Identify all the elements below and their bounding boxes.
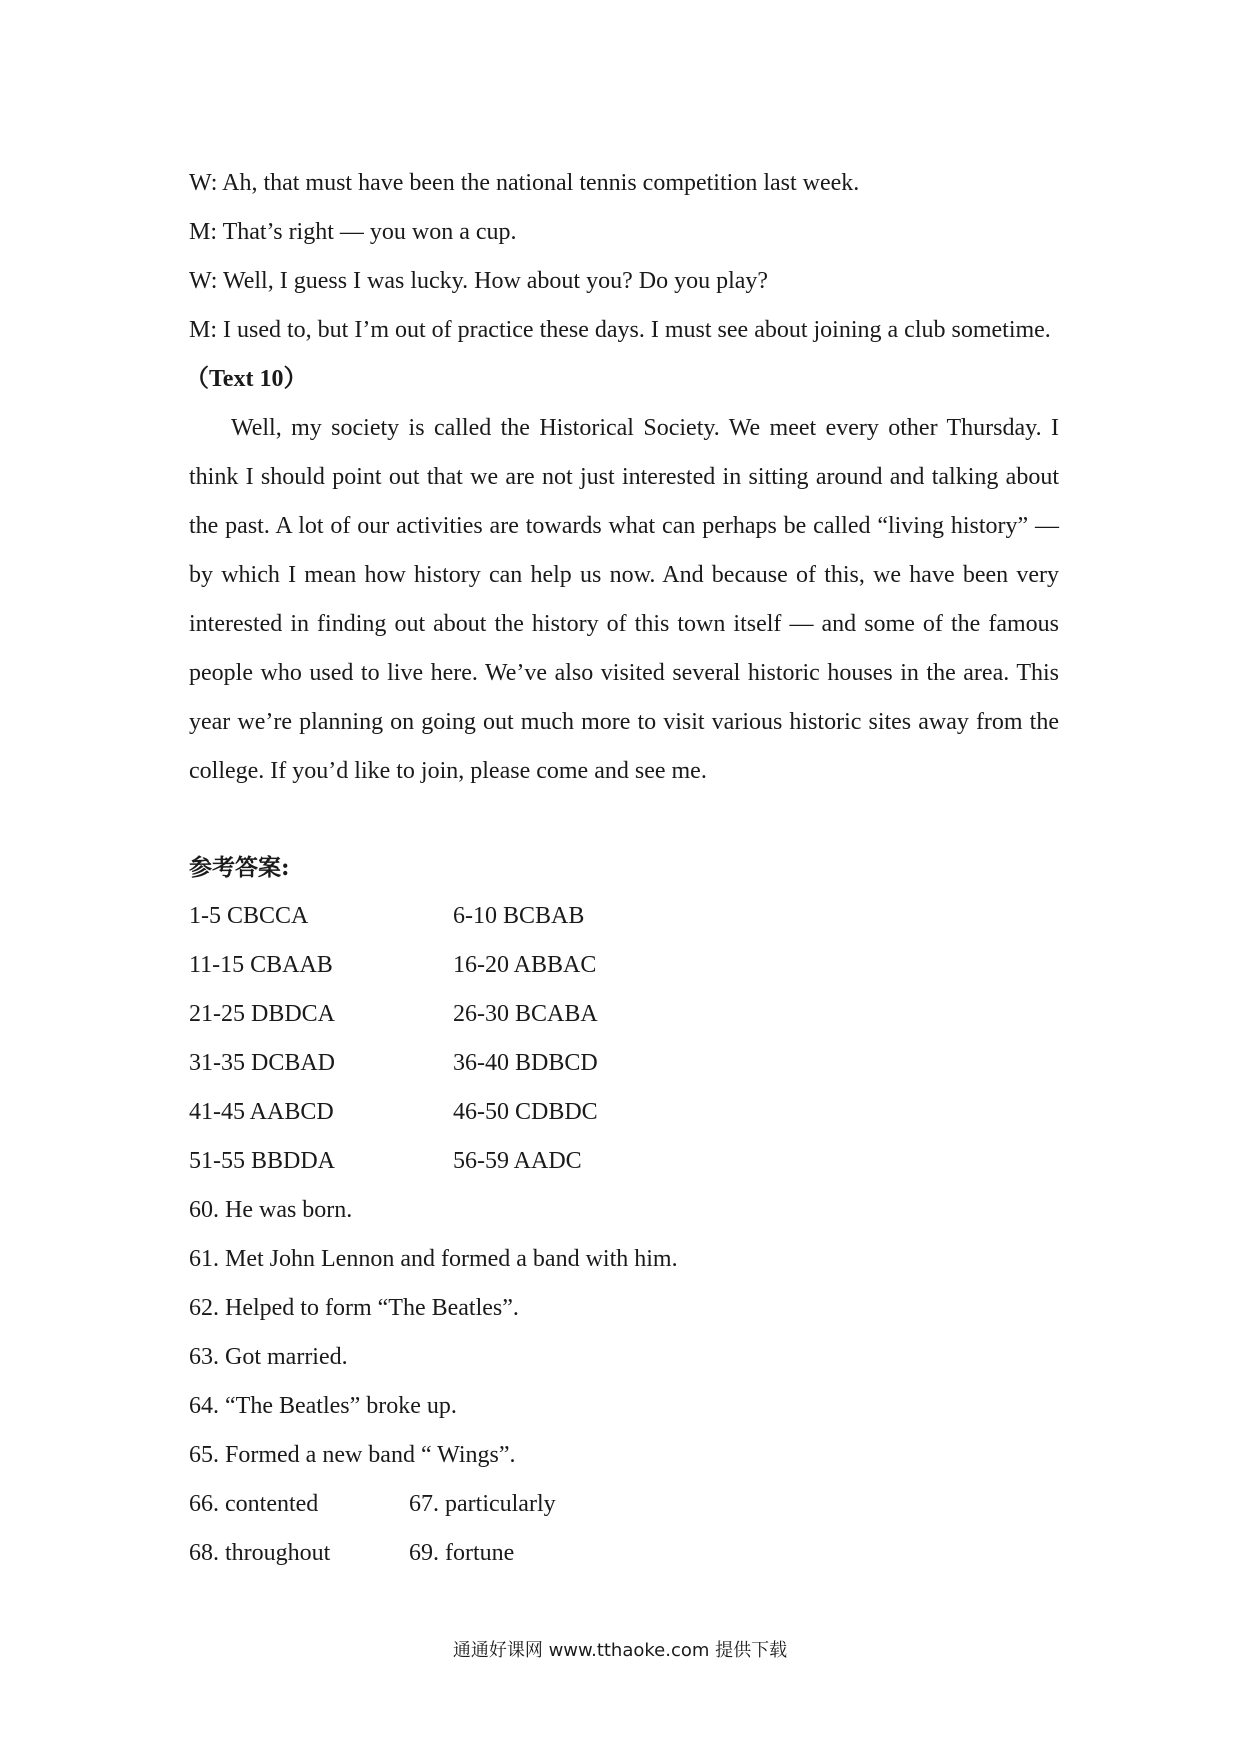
answer-row bbox=[189, 1088, 1059, 1137]
multiple-choice-answers bbox=[189, 892, 1059, 1186]
word-answer-row bbox=[189, 1480, 1059, 1529]
word-answer: 67. particularly bbox=[409, 1491, 556, 1517]
timeline-answer: 61. Met John Lennon and formed a band with him. bbox=[189, 1246, 678, 1272]
answer-cell: 1-5 CBCCA bbox=[189, 903, 309, 929]
answer-cell: 46-50 CDBDC bbox=[453, 1099, 598, 1125]
dialogue-line: M: I used to, but I’m out of practice these days. I must see about joining a club sometime. bbox=[189, 317, 1051, 343]
answer-cell: 26-30 BCABA bbox=[453, 1001, 598, 1027]
word-answer: 68. throughout bbox=[189, 1540, 331, 1566]
answer-cell: 56-59 AADC bbox=[453, 1148, 582, 1174]
page-content bbox=[185, 159, 1059, 1578]
text10-heading: （Text 10） bbox=[185, 366, 308, 392]
answer-cell: 51-55 BBDDA bbox=[189, 1148, 336, 1174]
word-answer: 66. contented bbox=[189, 1491, 319, 1517]
answer-row bbox=[189, 892, 1059, 941]
answer-cell: 36-40 BDBCD bbox=[453, 1050, 598, 1076]
answer-row bbox=[189, 941, 1059, 990]
word-answer: 69. fortune bbox=[409, 1540, 515, 1566]
answer-row bbox=[189, 1137, 1059, 1186]
footer-download-note: 通通好课网 www.tthaoke.com 提供下载 bbox=[452, 1640, 788, 1661]
word-answer-row bbox=[189, 1529, 1059, 1578]
answers-title: 参考答案: bbox=[189, 854, 290, 881]
dialogue-line: M: That’s right — you won a cup. bbox=[189, 219, 517, 245]
answer-cell: 21-25 DBDCA bbox=[189, 1001, 336, 1027]
answer-cell: 41-45 AABCD bbox=[189, 1099, 334, 1125]
dialogue-line: W: Well, I guess I was lucky. How about you? Do you play? bbox=[189, 268, 769, 294]
answer-cell: 16-20 ABBAC bbox=[453, 952, 597, 978]
dialogue-line: W: Ah, that must have been the national tennis competition last week. bbox=[189, 170, 860, 196]
answer-cell: 6-10 BCBAB bbox=[453, 903, 585, 929]
timeline-answer: 64. “The Beatles” broke up. bbox=[189, 1393, 457, 1419]
answer-row bbox=[189, 1039, 1059, 1088]
answer-row bbox=[189, 990, 1059, 1039]
timeline-answer: 60. He was born. bbox=[189, 1197, 353, 1223]
timeline-answer: 63. Got married. bbox=[189, 1344, 348, 1370]
timeline-answer: 62. Helped to form “The Beatles”. bbox=[189, 1295, 519, 1321]
text10-paragraph: Well, my society is called the Historical Society. We meet every other Thursday. I think I should point out that we are not just interested in sitting around and talking about the past. A lot of our activities are towards what can perhaps be called “living history” — by which I mean how history can help us now. And because of this, we have been very interested in finding out about the history of this town itself — and some of the famous people who used to live here. We’ve also visited several historic houses in the area. This year we’re planning on going out much more to visit various historic sites away from the college. If you’d like to join, please come and see me. bbox=[189, 415, 1059, 784]
timeline-answer: 65. Formed a new band “ Wings”. bbox=[189, 1442, 516, 1468]
answer-cell: 11-15 CBAAB bbox=[189, 952, 333, 978]
answer-cell: 31-35 DCBAD bbox=[189, 1050, 336, 1076]
